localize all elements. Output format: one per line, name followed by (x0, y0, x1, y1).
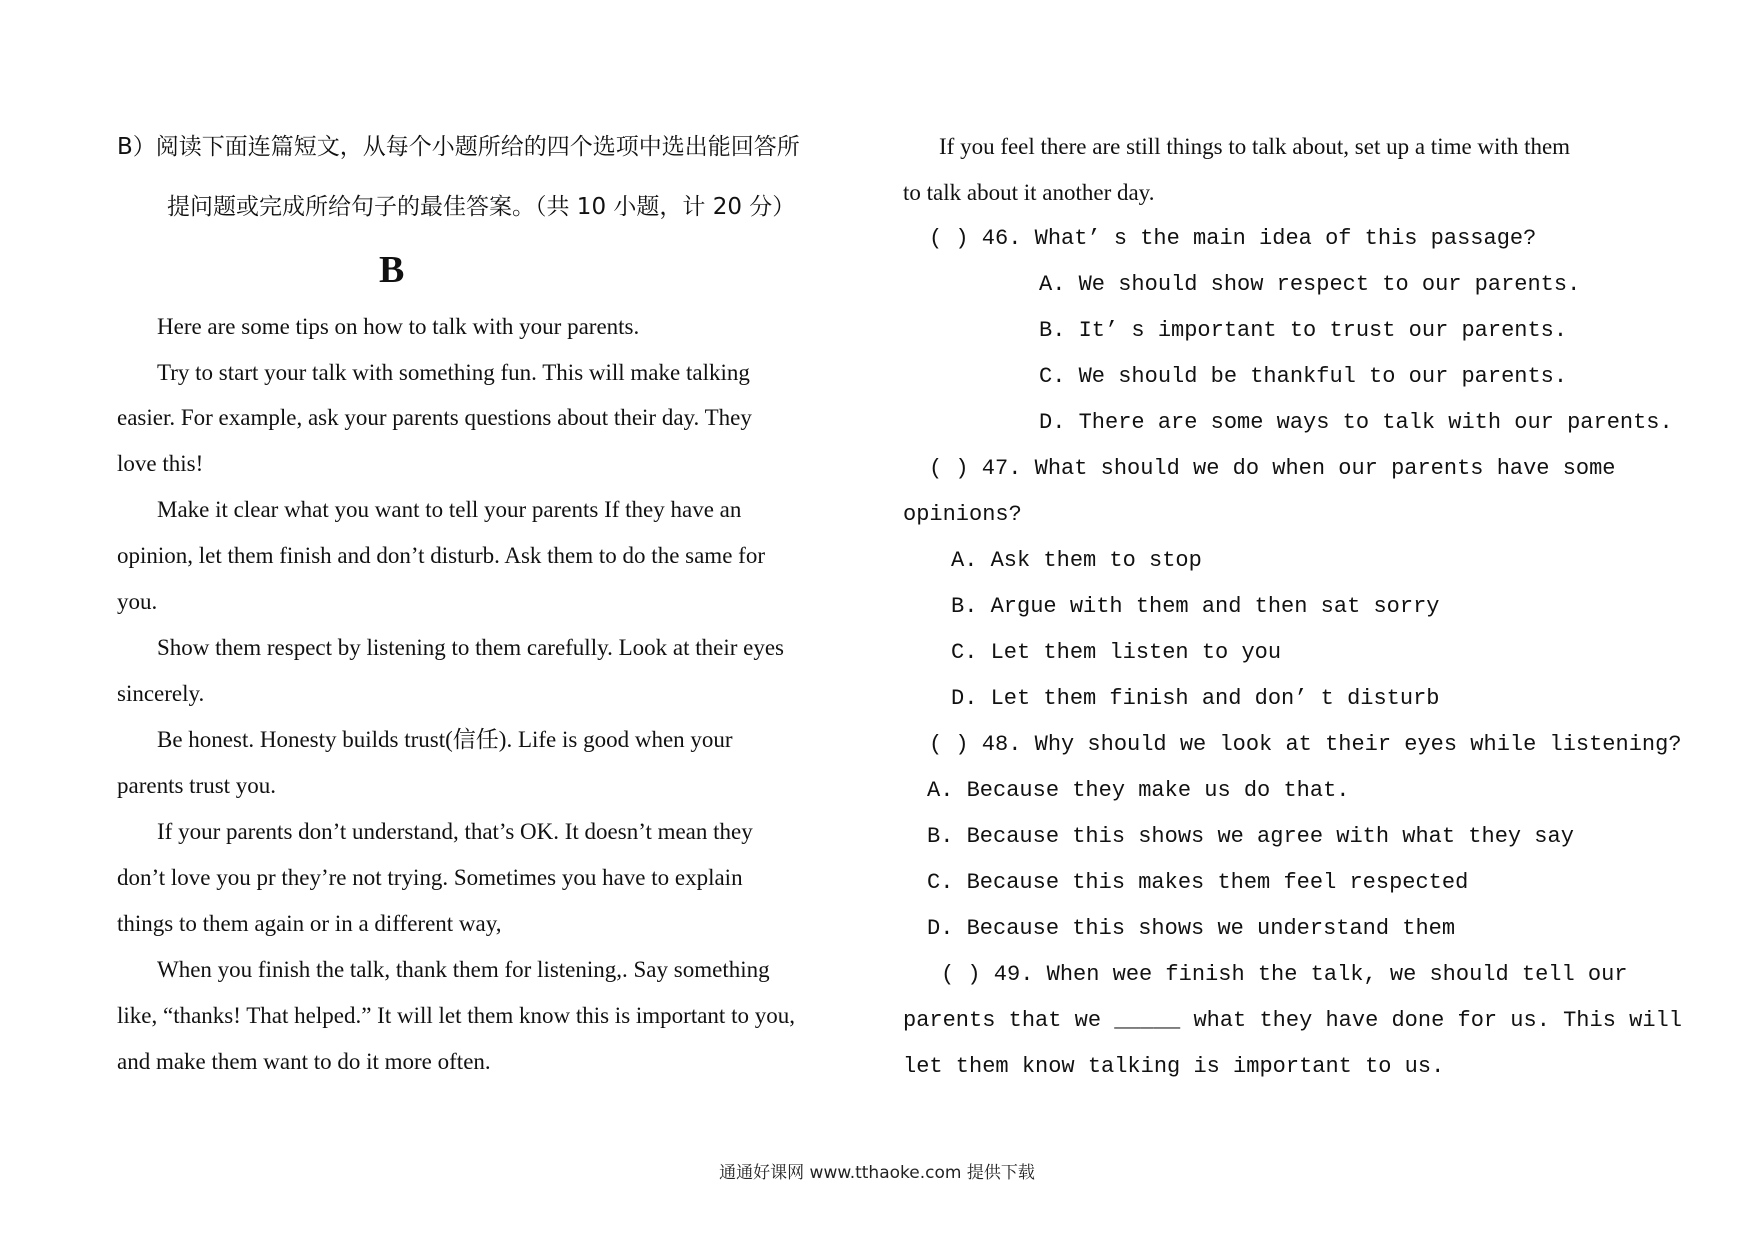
passage-line: opinion, let them finish and don’t disturb. Ask them to do the same for (117, 543, 765, 568)
passage-line: Make it clear what you want to tell your parents If they have an (157, 497, 742, 522)
question-49-stem-end: let them know talking is important to us. (903, 1054, 1445, 1079)
instruction-line-1: B）阅读下面连篇短文，从每个小题所给的四个选项中选出能回答所 (117, 134, 800, 160)
passage-line: Try to start your talk with something fun. This will make talking (157, 360, 750, 385)
instruction-line-2: 提问题或完成所给句子的最佳答案。（共 10 小题，计 20 分） (167, 194, 796, 220)
question-47-option-d: D. Let them finish and don’ t disturb (951, 686, 1440, 711)
passage-line: Be honest. Honesty builds trust(信任). Life is good when your (157, 727, 733, 752)
question-47-option-c: C. Let them listen to you (951, 640, 1282, 665)
question-47-stem: ( ) 47. What should we do when our parents have some (929, 456, 1616, 481)
footer-credit: 通通好课网 www.tthaoke.com 提供下载 (719, 1163, 1035, 1183)
passage-line: easier. For example, ask your parents questions about their day. They (117, 405, 752, 430)
question-48-option-a: A. Because they make us do that. (927, 778, 1350, 803)
passage-line: don’t love you pr they’re not trying. Sometimes you have to explain (117, 865, 743, 890)
passage-line: things to them again or in a different way, (117, 911, 502, 936)
question-46-stem: ( ) 46. What’ s the main idea of this passage? (929, 226, 1537, 251)
passage-line: love this! (117, 451, 204, 476)
passage-line: like, “thanks! That helped.” It will let them know this is important to you, (117, 1003, 795, 1028)
section-letter: B (379, 249, 405, 291)
question-48-option-d: D. Because this shows we understand them (927, 916, 1456, 941)
passage-line: Here are some tips on how to talk with your parents. (157, 314, 640, 339)
question-49-stem: ( ) 49. When wee finish the talk, we should tell our (941, 962, 1628, 987)
question-47-stem-cont: opinions? (903, 502, 1022, 527)
question-46-option-c: C. We should be thankful to our parents. (1039, 364, 1568, 389)
passage-line: If your parents don’t understand, that’s OK. It doesn’t mean they (157, 819, 753, 844)
passage-line: you. (117, 589, 158, 614)
question-48-stem: ( ) 48. Why should we look at their eyes while listening? (929, 732, 1682, 757)
question-49-stem-cont: parents that we _____ what they have done for us. This will (903, 1008, 1682, 1033)
question-46-option-b: B. It’ s important to trust our parents. (1039, 318, 1568, 343)
passage-line: If you feel there are still things to talk about, set up a time with them (939, 134, 1571, 159)
passage-line: sincerely. (117, 681, 205, 706)
question-46-option-a: A. We should show respect to our parents. (1039, 272, 1581, 297)
passage-line: Show them respect by listening to them carefully. Look at their eyes (157, 635, 785, 660)
question-47-option-a: A. Ask them to stop (951, 548, 1202, 573)
question-48-option-c: C. Because this makes them feel respected (927, 870, 1469, 895)
question-47-option-b: B. Argue with them and then sat sorry (951, 594, 1440, 619)
passage-line: and make them want to do it more often. (117, 1049, 491, 1074)
passage-line: When you finish the talk, thank them for listening,. Say something (157, 957, 770, 982)
passage-line: parents trust you. (117, 773, 277, 798)
question-46-option-d: D. There are some ways to talk with our parents. (1039, 410, 1673, 435)
question-48-option-b: B. Because this shows we agree with what they say (927, 824, 1574, 849)
passage-line: to talk about it another day. (903, 180, 1155, 205)
